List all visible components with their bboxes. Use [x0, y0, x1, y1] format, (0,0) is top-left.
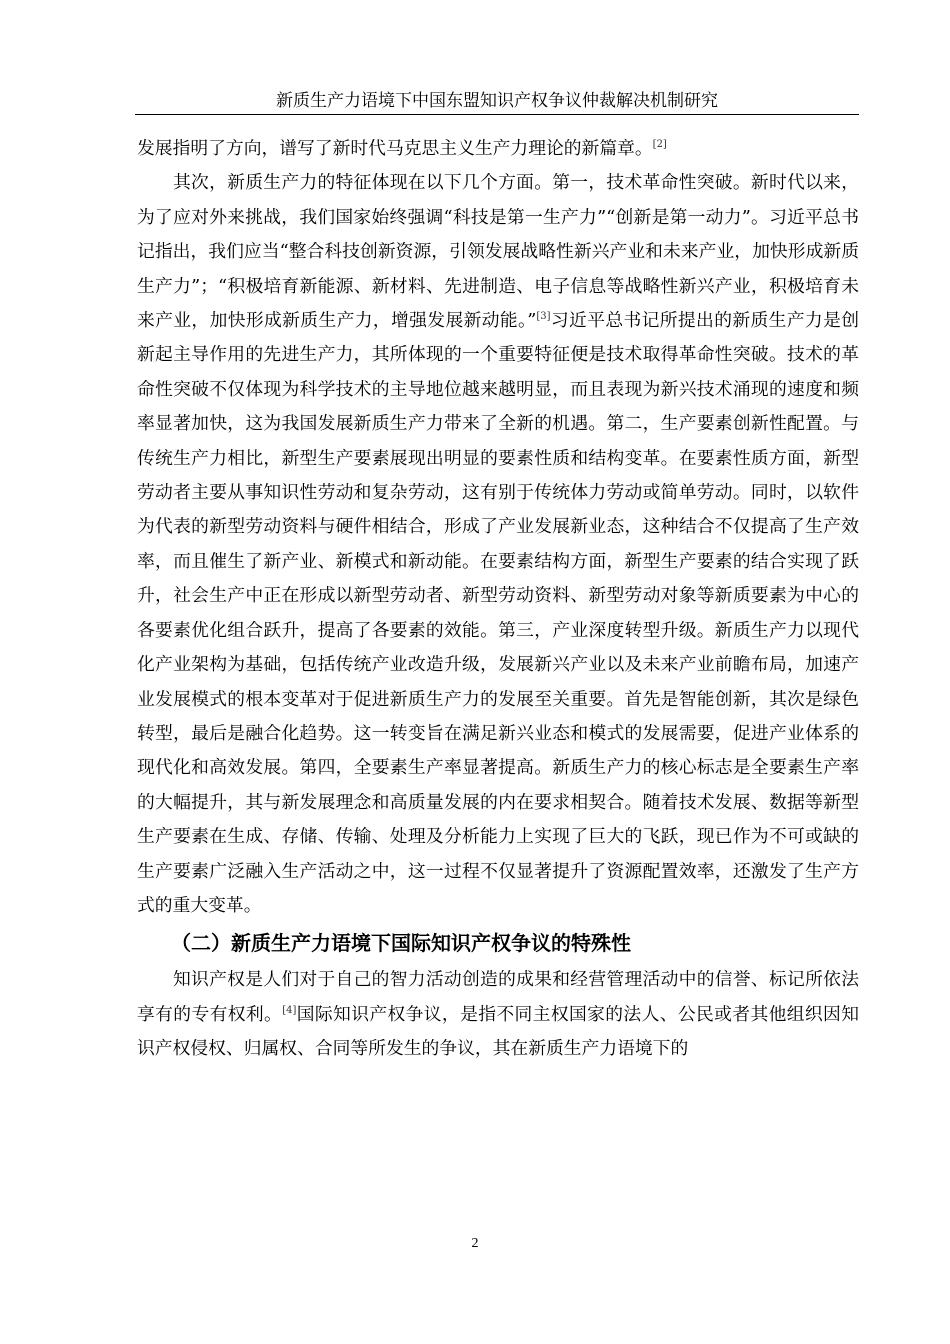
paragraph-text: 发展指明了方向，谱写了新时代马克思主义生产力理论的新篇章。 [137, 138, 653, 159]
paragraph-continuation [137, 132, 859, 166]
page-number: 2 [471, 1236, 479, 1251]
body-text [137, 132, 859, 1067]
paragraph-text-part-a: 知识产权是人们对于自己的智力活动创造的成果和经营管理活动中的信誉、标记所依法享有的专有权利。 [137, 969, 859, 1025]
citation-marker: [4] [282, 1004, 297, 1016]
citation-marker: [2] [652, 139, 667, 151]
section-heading: （二）新质生产力语境下国际知识产权争议的特殊性 [171, 931, 631, 956]
paragraph-text-part-b: 习近平总书记所提出的新质生产力是创新起主导作用的先进生产力，其所体现的一个重要特征便是技术取得革命性突破。技术的革命性突破不仅体现为科学技术的主导地位越来越明显，而且表现为新兴技术涌现的速度和频率显著加快，这为我国发展新质生产力带来了全新的机遇。第二，生产要素创新性配置。与传统生产力相比，新型生产要素展现出明显的要素性质和结构变革。在要素性质方面，新型劳动者主要从事知识性劳动和复杂劳动，这有别于传统体力劳动或简单劳动。同时，以软件为代表的新型劳动资料与硬件相结合，形成了产业发展新业态，这种结合不仅提高了生产效率，而且催生了新产业、新模式和新动能。在要素结构方面，新型生产要素的结合实现了跃升，社会生产中正在形成以新型劳动者、新型劳动资料、新型劳动对象等新质要素为中心的各要素优化组合跃升，提高了各要素的效能。第三，产业深度转型升级。新质生产力以现代化产业架构为基础，包括传统产业改造升级，发展新兴产业以及未来产业前瞻布局，加速产业发展模式的根本变革对于促进新质生产力的发展至关重要。首先是智能创新，其次是绿色转型，最后是融合化趋势。这一转变旨在满足新兴业态和模式的发展需要，促进产业体系的现代化和高效发展。第四，全要素生产率显著提高。新质生产力的核心标志是全要素生产率的大幅提升，其与新发展理念和高质量发展的内在要求相契合。随着技术发展、数据等新型生产要素在生成、存储、传输、处理及分析能力上实现了巨大的飞跃，现已作为不可或缺的生产要素广泛融入生产活动之中，这一过程不仅显著提升了资源配置效率，还激发了生产方式的重大变革。 [137, 310, 859, 916]
paragraph-text-part-b: 国际知识产权争议，是指不同主权国家的法人、公民或者其他组织因知识产权侵权、归属权、合同等所发生的争议，其在新质生产力语境下的 [137, 1003, 859, 1060]
paragraph-text-part-a: 其次，新质生产力的特征体现在以下几个方面。第一，技术革命性突破。新时代以来，为了应对外来挑战，我们国家始终强调“科技是第一生产力”“创新是第一动力”。习近平总书记指出，我们应当“整合科技创新资源，引领发展战略性新兴产业和未来产业，加快形成新质生产力”；“积极培育新能源、新材料、先进制造、电子信息等战略性新兴产业，积极培育未来产业，加快形成新质生产力，增强发展新动能。” [137, 172, 859, 332]
running-header-title: 新质生产力语境下中国东盟知识产权争议仲裁解决机制研究 [276, 91, 718, 111]
paragraph-features [137, 166, 859, 923]
running-header [135, 90, 859, 115]
citation-marker: [3] [536, 311, 551, 323]
paragraph-ip-definition [137, 963, 859, 1066]
